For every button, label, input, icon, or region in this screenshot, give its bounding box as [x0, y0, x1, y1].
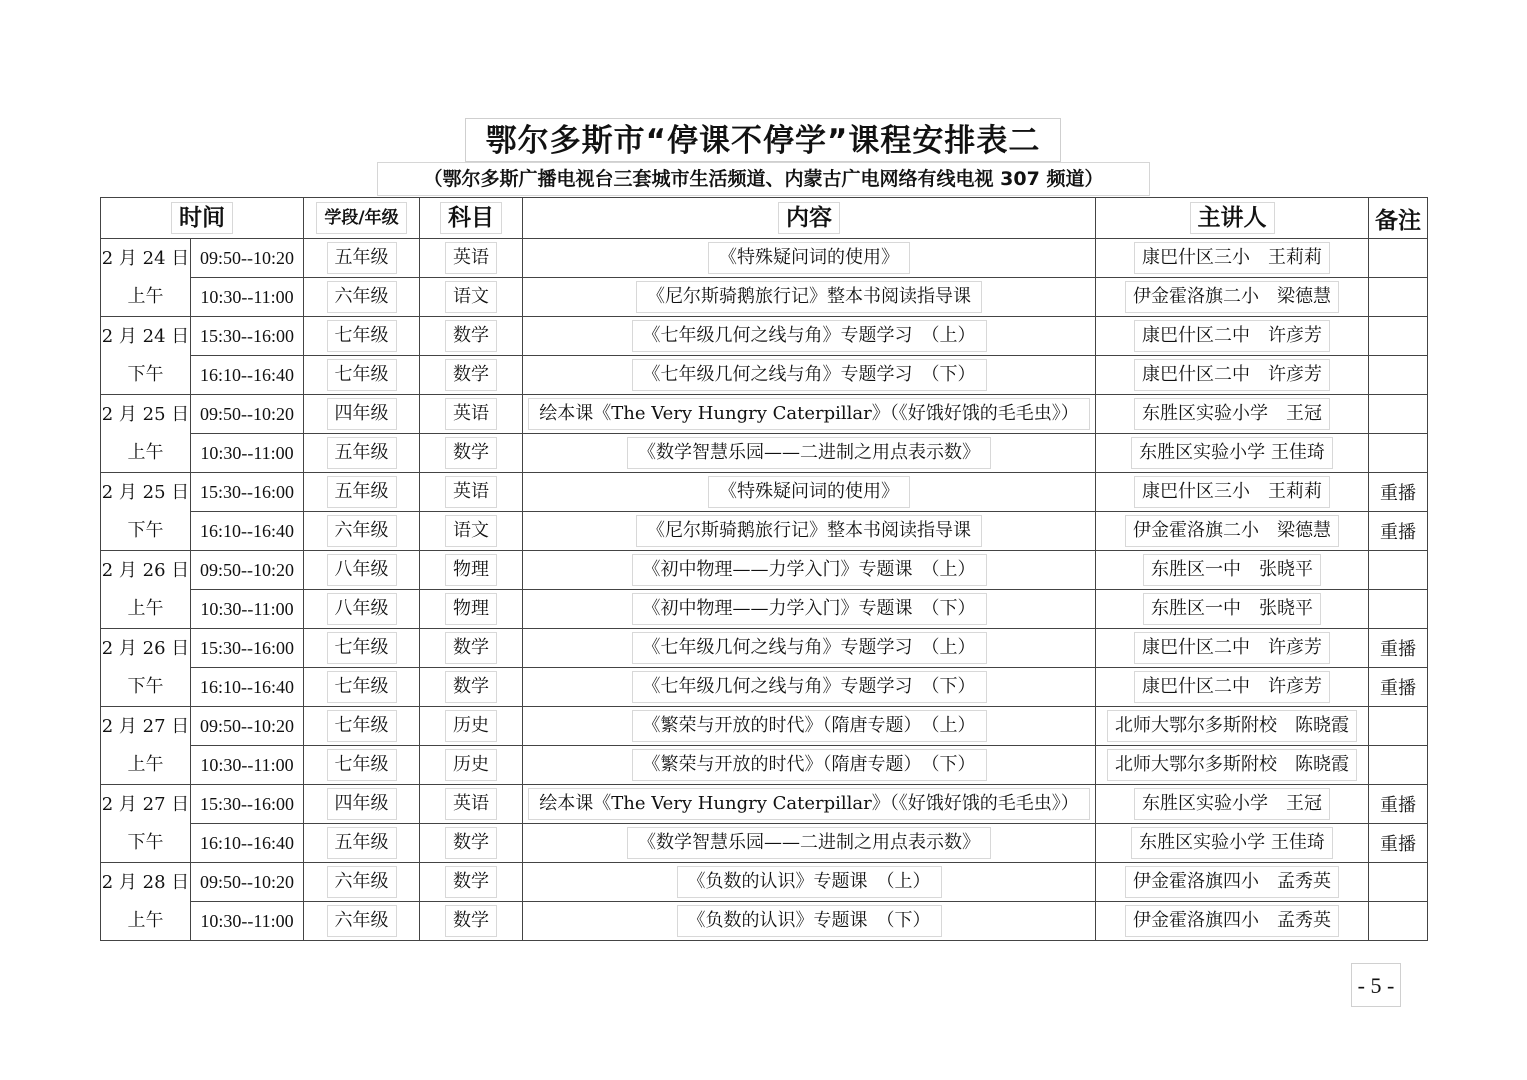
grade-cell	[304, 590, 420, 629]
note-cell	[1369, 317, 1428, 356]
subject-cell	[420, 863, 523, 902]
grade-cell	[304, 356, 420, 395]
note-cell	[1369, 902, 1428, 941]
time-cell	[191, 395, 304, 434]
content-text: 《繁荣与开放的时代》（隋唐专题） （下）	[632, 749, 987, 781]
note-text: 重播	[1380, 522, 1416, 543]
time-cell	[191, 434, 304, 473]
header-content-label: 内容	[778, 202, 840, 234]
date-label: 2 月 26 日	[101, 559, 190, 581]
speaker-text: 伊金霍洛旗四小 孟秀英	[1125, 866, 1339, 898]
speaker-cell	[1096, 317, 1369, 356]
grade-text: 七年级	[327, 749, 397, 781]
content-cell	[523, 629, 1096, 668]
grade-cell	[304, 473, 420, 512]
table-row	[101, 512, 1428, 551]
subject-cell	[420, 278, 523, 317]
content-text: 《繁荣与开放的时代》（隋唐专题） （上）	[632, 710, 987, 742]
content-text: 《七年级几何之线与角》专题学习 （下）	[632, 671, 987, 703]
subject-text: 数学	[445, 359, 497, 391]
page-number: - 5 -	[1351, 963, 1401, 1007]
content-cell	[523, 668, 1096, 707]
time-text: 10:30--11:00	[200, 754, 294, 775]
speaker-cell	[1096, 746, 1369, 785]
content-cell	[523, 551, 1096, 590]
speaker-text: 东胜区一中 张晓平	[1143, 593, 1321, 625]
speaker-cell	[1096, 356, 1369, 395]
note-cell	[1369, 395, 1428, 434]
grade-text: 八年级	[327, 593, 397, 625]
grade-text: 六年级	[327, 905, 397, 937]
date-label: 2 月 24 日	[101, 325, 190, 347]
time-text: 09:50--10:20	[200, 247, 294, 268]
date-cell	[101, 473, 191, 551]
grade-cell	[304, 707, 420, 746]
grade-cell	[304, 902, 420, 941]
subject-text: 物理	[445, 593, 497, 625]
content-cell	[523, 356, 1096, 395]
content-cell	[523, 512, 1096, 551]
header-time-label: 时间	[171, 202, 233, 234]
header-grade-label: 学段/年级	[316, 202, 406, 234]
time-text: 16:10--16:40	[200, 520, 294, 541]
time-text: 10:30--11:00	[200, 598, 294, 619]
grade-cell	[304, 785, 420, 824]
speaker-text: 康巴什区二中 许彦芳	[1134, 359, 1330, 391]
note-cell	[1369, 551, 1428, 590]
content-text: 《数学智慧乐园——二进制之用点表示数》	[627, 437, 991, 469]
time-cell	[191, 551, 304, 590]
period-label: 上午	[127, 285, 164, 307]
content-text: 《七年级几何之线与角》专题学习 （上）	[632, 320, 987, 352]
document-title: 鄂尔多斯市“停课不停学”课程安排表二	[465, 118, 1061, 162]
time-cell	[191, 707, 304, 746]
content-text: 《七年级几何之线与角》专题学习 （上）	[632, 632, 987, 664]
speaker-cell	[1096, 824, 1369, 863]
content-text: 《负数的认识》专题课 （上）	[677, 866, 942, 898]
subject-text: 英语	[445, 242, 497, 274]
grade-cell	[304, 239, 420, 278]
content-cell	[523, 824, 1096, 863]
time-text: 15:30--16:00	[200, 637, 294, 658]
speaker-text: 伊金霍洛旗二小 梁德慧	[1125, 515, 1339, 547]
subject-cell	[420, 668, 523, 707]
header-note	[1369, 198, 1428, 239]
grade-cell	[304, 278, 420, 317]
subject-text: 数学	[445, 827, 497, 859]
table-row	[101, 395, 1428, 434]
header-time	[101, 198, 304, 239]
time-cell	[191, 668, 304, 707]
time-text: 10:30--11:00	[200, 286, 294, 307]
period-label: 下午	[127, 831, 164, 853]
content-text: 《尼尔斯骑鹅旅行记》整本书阅读指导课	[636, 515, 982, 547]
period-label: 下午	[127, 363, 164, 385]
content-cell	[523, 317, 1096, 356]
speaker-text: 康巴什区三小 王莉莉	[1134, 476, 1330, 508]
grade-text: 五年级	[327, 476, 397, 508]
content-cell	[523, 395, 1096, 434]
content-text: 《七年级几何之线与角》专题学习 （下）	[632, 359, 987, 391]
content-cell	[523, 278, 1096, 317]
period-label: 上午	[127, 753, 164, 775]
table-row	[101, 785, 1428, 824]
note-cell	[1369, 707, 1428, 746]
note-text: 重播	[1380, 834, 1416, 855]
time-cell	[191, 239, 304, 278]
time-cell	[191, 746, 304, 785]
date-cell	[101, 317, 191, 395]
date-label: 2 月 25 日	[101, 403, 190, 425]
table-row	[101, 278, 1428, 317]
grade-cell	[304, 551, 420, 590]
speaker-text: 东胜区实验小学 王冠	[1134, 398, 1330, 430]
subject-cell	[420, 239, 523, 278]
subject-text: 数学	[445, 671, 497, 703]
speaker-text: 康巴什区二中 许彦芳	[1134, 632, 1330, 664]
grade-text: 七年级	[327, 710, 397, 742]
grade-text: 五年级	[327, 827, 397, 859]
grade-text: 五年级	[327, 437, 397, 469]
header-speaker	[1096, 198, 1369, 239]
subject-text: 物理	[445, 554, 497, 586]
content-text: 绘本课《The Very Hungry Caterpillar》（《好饿好饿的毛毛虫》）	[528, 788, 1090, 820]
subject-text: 英语	[445, 476, 497, 508]
speaker-cell	[1096, 395, 1369, 434]
grade-text: 七年级	[327, 359, 397, 391]
table-row	[101, 239, 1428, 278]
table-row	[101, 668, 1428, 707]
content-cell	[523, 590, 1096, 629]
speaker-text: 康巴什区二中 许彦芳	[1134, 320, 1330, 352]
speaker-text: 东胜区一中 张晓平	[1143, 554, 1321, 586]
document-subtitle: （鄂尔多斯广播电视台三套城市生活频道、内蒙古广电网络有线电视 307 频道）	[377, 162, 1150, 196]
table-row	[101, 551, 1428, 590]
time-cell	[191, 824, 304, 863]
speaker-text: 东胜区实验小学 王冠	[1134, 788, 1330, 820]
speaker-text: 北师大鄂尔多斯附校 陈晓霞	[1107, 749, 1357, 781]
date-cell	[101, 395, 191, 473]
time-cell	[191, 590, 304, 629]
note-cell	[1369, 824, 1428, 863]
subject-cell	[420, 395, 523, 434]
speaker-text: 康巴什区三小 王莉莉	[1134, 242, 1330, 274]
grade-text: 四年级	[327, 788, 397, 820]
subject-cell	[420, 590, 523, 629]
time-cell	[191, 278, 304, 317]
date-label: 2 月 25 日	[101, 481, 190, 503]
subject-text: 数学	[445, 632, 497, 664]
grade-cell	[304, 395, 420, 434]
grade-cell	[304, 668, 420, 707]
note-cell	[1369, 668, 1428, 707]
subject-cell	[420, 707, 523, 746]
content-cell	[523, 746, 1096, 785]
note-text: 重播	[1380, 678, 1416, 699]
grade-text: 七年级	[327, 320, 397, 352]
time-text: 09:50--10:20	[200, 871, 294, 892]
date-cell	[101, 785, 191, 863]
subject-cell	[420, 434, 523, 473]
subject-cell	[420, 473, 523, 512]
grade-cell	[304, 434, 420, 473]
speaker-cell	[1096, 785, 1369, 824]
note-cell	[1369, 863, 1428, 902]
time-text: 16:10--16:40	[200, 364, 294, 385]
grade-text: 七年级	[327, 671, 397, 703]
period-label: 上午	[127, 597, 164, 619]
grade-text: 六年级	[327, 515, 397, 547]
note-cell	[1369, 473, 1428, 512]
table-row	[101, 863, 1428, 902]
time-text: 09:50--10:20	[200, 403, 294, 424]
table-row	[101, 707, 1428, 746]
grade-cell	[304, 824, 420, 863]
content-cell	[523, 863, 1096, 902]
speaker-cell	[1096, 512, 1369, 551]
content-text: 《负数的认识》专题课 （下）	[677, 905, 942, 937]
table-row	[101, 473, 1428, 512]
subject-text: 历史	[445, 710, 497, 742]
schedule-table	[100, 197, 1428, 941]
speaker-text: 伊金霍洛旗四小 孟秀英	[1125, 905, 1339, 937]
subject-text: 英语	[445, 398, 497, 430]
note-cell	[1369, 434, 1428, 473]
time-cell	[191, 356, 304, 395]
header-subject-label: 科目	[440, 202, 502, 234]
speaker-cell	[1096, 434, 1369, 473]
note-text: 重播	[1380, 639, 1416, 660]
time-text: 16:10--16:40	[200, 676, 294, 697]
content-text: 绘本课《The Very Hungry Caterpillar》（《好饿好饿的毛毛虫》）	[528, 398, 1090, 430]
time-text: 09:50--10:20	[200, 559, 294, 580]
table-row	[101, 902, 1428, 941]
content-cell	[523, 707, 1096, 746]
speaker-cell	[1096, 278, 1369, 317]
subject-text: 数学	[445, 437, 497, 469]
subject-cell	[420, 902, 523, 941]
time-text: 15:30--16:00	[200, 481, 294, 502]
header-grade	[304, 198, 420, 239]
date-cell	[101, 863, 191, 941]
date-cell	[101, 551, 191, 629]
speaker-text: 东胜区实验小学 王佳琦	[1131, 437, 1333, 469]
content-text: 《初中物理——力学入门》专题课 （上）	[632, 554, 987, 586]
period-label: 上午	[127, 909, 164, 931]
grade-text: 六年级	[327, 281, 397, 313]
speaker-cell	[1096, 551, 1369, 590]
date-cell	[101, 629, 191, 707]
subject-text: 语文	[445, 281, 497, 313]
table-row	[101, 434, 1428, 473]
speaker-cell	[1096, 902, 1369, 941]
time-cell	[191, 902, 304, 941]
time-cell	[191, 317, 304, 356]
note-cell	[1369, 356, 1428, 395]
time-text: 09:50--10:20	[200, 715, 294, 736]
subject-cell	[420, 512, 523, 551]
header-subject	[420, 198, 523, 239]
note-cell	[1369, 746, 1428, 785]
subject-cell	[420, 629, 523, 668]
note-cell	[1369, 512, 1428, 551]
subject-cell	[420, 785, 523, 824]
table-row	[101, 317, 1428, 356]
speaker-cell	[1096, 863, 1369, 902]
grade-text: 五年级	[327, 242, 397, 274]
header-note-label: 备注	[1375, 207, 1421, 234]
table-row	[101, 590, 1428, 629]
time-text: 16:10--16:40	[200, 832, 294, 853]
speaker-cell	[1096, 239, 1369, 278]
grade-text: 四年级	[327, 398, 397, 430]
date-label: 2 月 28 日	[101, 871, 190, 893]
speaker-cell	[1096, 707, 1369, 746]
speaker-cell	[1096, 473, 1369, 512]
grade-cell	[304, 317, 420, 356]
subject-text: 历史	[445, 749, 497, 781]
content-text: 《数学智慧乐园——二进制之用点表示数》	[627, 827, 991, 859]
note-cell	[1369, 629, 1428, 668]
period-label: 下午	[127, 519, 164, 541]
content-cell	[523, 434, 1096, 473]
content-text: 《特殊疑问词的使用》	[708, 476, 910, 508]
content-text: 《尼尔斯骑鹅旅行记》整本书阅读指导课	[636, 281, 982, 313]
content-cell	[523, 239, 1096, 278]
time-text: 10:30--11:00	[200, 910, 294, 931]
subject-cell	[420, 824, 523, 863]
time-text: 15:30--16:00	[200, 793, 294, 814]
table-row	[101, 356, 1428, 395]
time-cell	[191, 473, 304, 512]
period-label: 上午	[127, 441, 164, 463]
speaker-text: 伊金霍洛旗二小 梁德慧	[1125, 281, 1339, 313]
date-label: 2 月 26 日	[101, 637, 190, 659]
grade-cell	[304, 863, 420, 902]
speaker-cell	[1096, 668, 1369, 707]
header-speaker-label: 主讲人	[1190, 202, 1275, 234]
time-cell	[191, 512, 304, 551]
time-cell	[191, 863, 304, 902]
content-cell	[523, 785, 1096, 824]
schedule-body	[101, 239, 1428, 941]
date-label: 2 月 27 日	[101, 793, 190, 815]
subject-cell	[420, 356, 523, 395]
table-row	[101, 629, 1428, 668]
subject-cell	[420, 317, 523, 356]
grade-text: 七年级	[327, 632, 397, 664]
content-text: 《初中物理——力学入门》专题课 （下）	[632, 593, 987, 625]
speaker-cell	[1096, 629, 1369, 668]
subject-text: 英语	[445, 788, 497, 820]
note-cell	[1369, 785, 1428, 824]
note-text: 重播	[1380, 795, 1416, 816]
date-label: 2 月 24 日	[101, 247, 190, 269]
table-header-row	[101, 198, 1428, 239]
note-cell	[1369, 590, 1428, 629]
speaker-text: 康巴什区二中 许彦芳	[1134, 671, 1330, 703]
content-cell	[523, 902, 1096, 941]
speaker-cell	[1096, 590, 1369, 629]
time-text: 10:30--11:00	[200, 442, 294, 463]
period-label: 下午	[127, 675, 164, 697]
date-cell	[101, 707, 191, 785]
note-cell	[1369, 239, 1428, 278]
header-content	[523, 198, 1096, 239]
subject-cell	[420, 746, 523, 785]
subject-text: 数学	[445, 320, 497, 352]
time-cell	[191, 785, 304, 824]
subject-text: 语文	[445, 515, 497, 547]
content-cell	[523, 473, 1096, 512]
subject-text: 数学	[445, 866, 497, 898]
table-row	[101, 824, 1428, 863]
subject-text: 数学	[445, 905, 497, 937]
date-label: 2 月 27 日	[101, 715, 190, 737]
grade-cell	[304, 746, 420, 785]
grade-text: 六年级	[327, 866, 397, 898]
content-text: 《特殊疑问词的使用》	[708, 242, 910, 274]
note-text: 重播	[1380, 483, 1416, 504]
time-text: 15:30--16:00	[200, 325, 294, 346]
grade-text: 八年级	[327, 554, 397, 586]
grade-cell	[304, 512, 420, 551]
grade-cell	[304, 629, 420, 668]
speaker-text: 北师大鄂尔多斯附校 陈晓霞	[1107, 710, 1357, 742]
speaker-text: 东胜区实验小学 王佳琦	[1131, 827, 1333, 859]
date-cell	[101, 239, 191, 317]
note-cell	[1369, 278, 1428, 317]
subject-cell	[420, 551, 523, 590]
time-cell	[191, 629, 304, 668]
table-row	[101, 746, 1428, 785]
